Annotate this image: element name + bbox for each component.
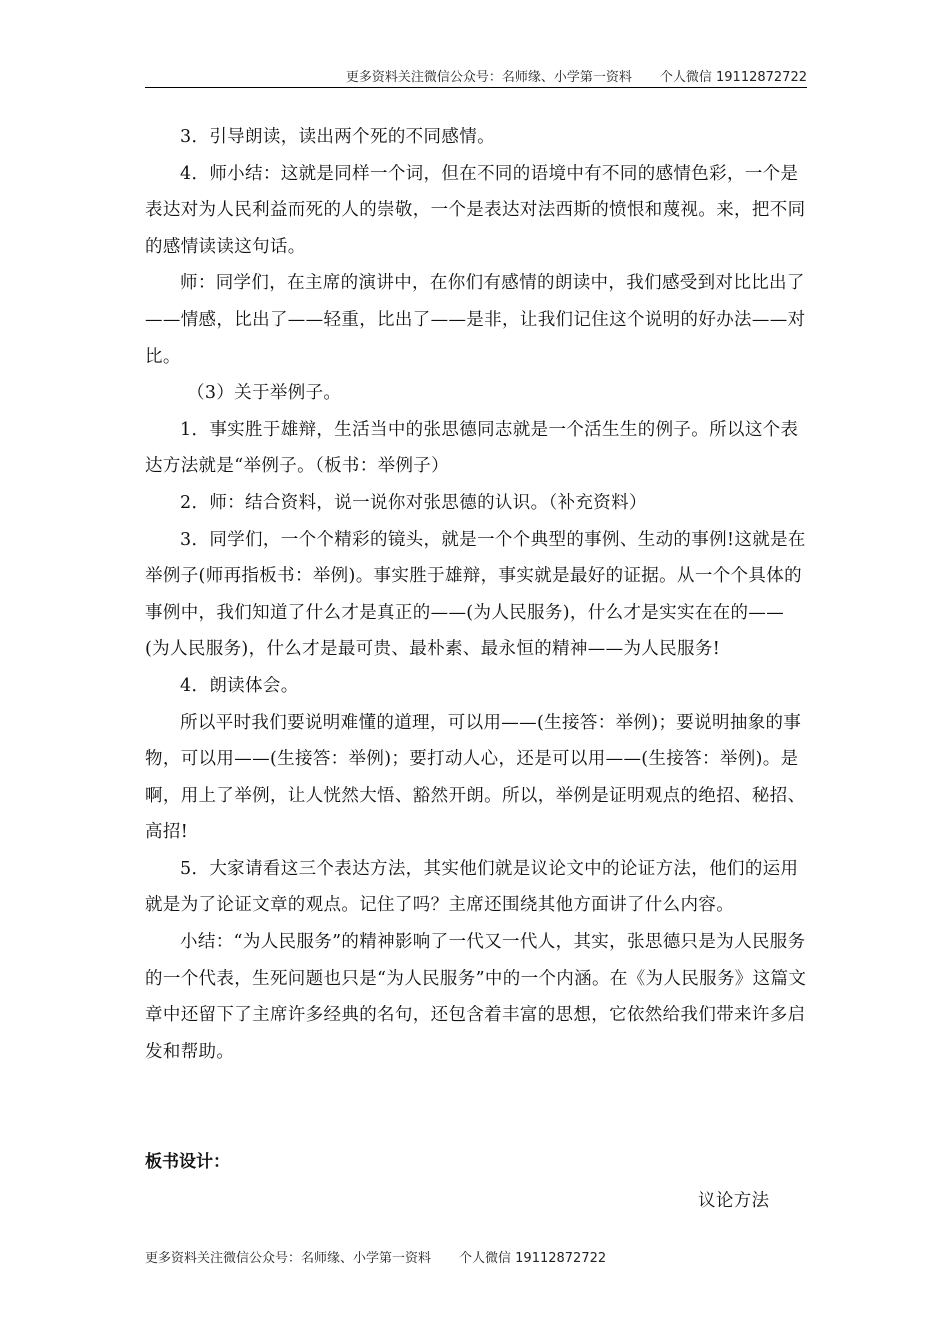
paragraph-contrast: 师：同学们，在主席的演讲中，在你们有感情的朗读中，我们感受到对比比出了——情感，比出了——轻重，比出了——是非，让我们记住这个说明的好办法——对比。 — [145, 273, 806, 367]
footer-promo-text: 更多资料关注微信公众号：名师缘、小学第一资料 — [145, 1251, 432, 1266]
paragraph-guided-reading: 3．引导朗读，读出两个死的不同感情。 — [180, 127, 495, 147]
paragraph-reading-experience: 4．朗读体会。 — [180, 675, 299, 696]
header-wechat-contact: 个人微信 19112872722 — [659, 70, 807, 85]
page-header — [145, 66, 807, 85]
paragraph-materials: 2．师：结合资料，说一说你对张思德的认识。（补充资料） — [180, 492, 647, 513]
header-divider — [145, 87, 807, 88]
document-body — [145, 119, 807, 1070]
board-design-title: 板书设计： — [145, 1152, 230, 1172]
section-heading-examples: （3）关于举例子。 — [187, 383, 342, 404]
footer-wechat-contact: 个人微信 19112872722 — [459, 1251, 607, 1266]
paragraph-explain-usage: 所以平时我们要说明难懂的道理，可以用——(生接答：举例)；要说明抽象的事物，可以用——(生接答：举例)；要打动人心，还是可以用——(生接答：举例)。是啊，用上了举例，让人恍然大悟、豁然开朗。所以，举例是证明观点的绝招、秘招、高招! — [145, 712, 806, 843]
paragraph-argument-methods: 5．大家请看这三个表达方法，其实他们就是议论文中的论证方法，他们的运用就是为了论证文章的观点。记住了吗？主席还围绕其他方面讲了什么内容。 — [145, 858, 799, 916]
board-design-item: 议论方法 — [698, 1191, 770, 1211]
header-promo-text: 更多资料关注微信公众号：名师缘、小学第一资料 — [345, 70, 632, 85]
paragraph-conclusion: 小结：“为人民服务”的精神影响了一代又一代人，其实，张思德只是为人民服务的一个代表，生死问题也只是“为人民服务”中的一个内涵。在《为人民服务》这篇文章中还留下了主席许多经典的名句，还包含着丰富的思想，它依然给我们带来许多启发和帮助。 — [145, 932, 807, 1062]
paragraph-teacher-summary: 4．师小结：这就是同样一个词，但在不同的语境中有不同的感情色彩，一个是表达对为人民利益而死的人的崇敬，一个是表达对法西斯的愤恨和蔑视。来，把不同的感情读读这句话。 — [145, 163, 806, 257]
page-footer — [145, 1247, 606, 1266]
paragraph-facts: 1．事实胜于雄辩，生活当中的张思德同志就是一个活生生的例子。所以这个表达方法就是“举例子。（板书：举例子） — [145, 419, 799, 477]
paragraph-examples-detail: 3．同学们，一个个精彩的镜头，就是一个个典型的事例、生动的事例!这就是在举例子(师再指板书：举例)。事实胜于雄辩，事实就是最好的证据。从一个个具体的事例中，我们知道了什么才是真正的——(为人民服务)，什么才是实实在在的——(为人民服务)，什么才是最可贵、最朴素、最永恒的精神——为人民服务! — [145, 529, 806, 660]
